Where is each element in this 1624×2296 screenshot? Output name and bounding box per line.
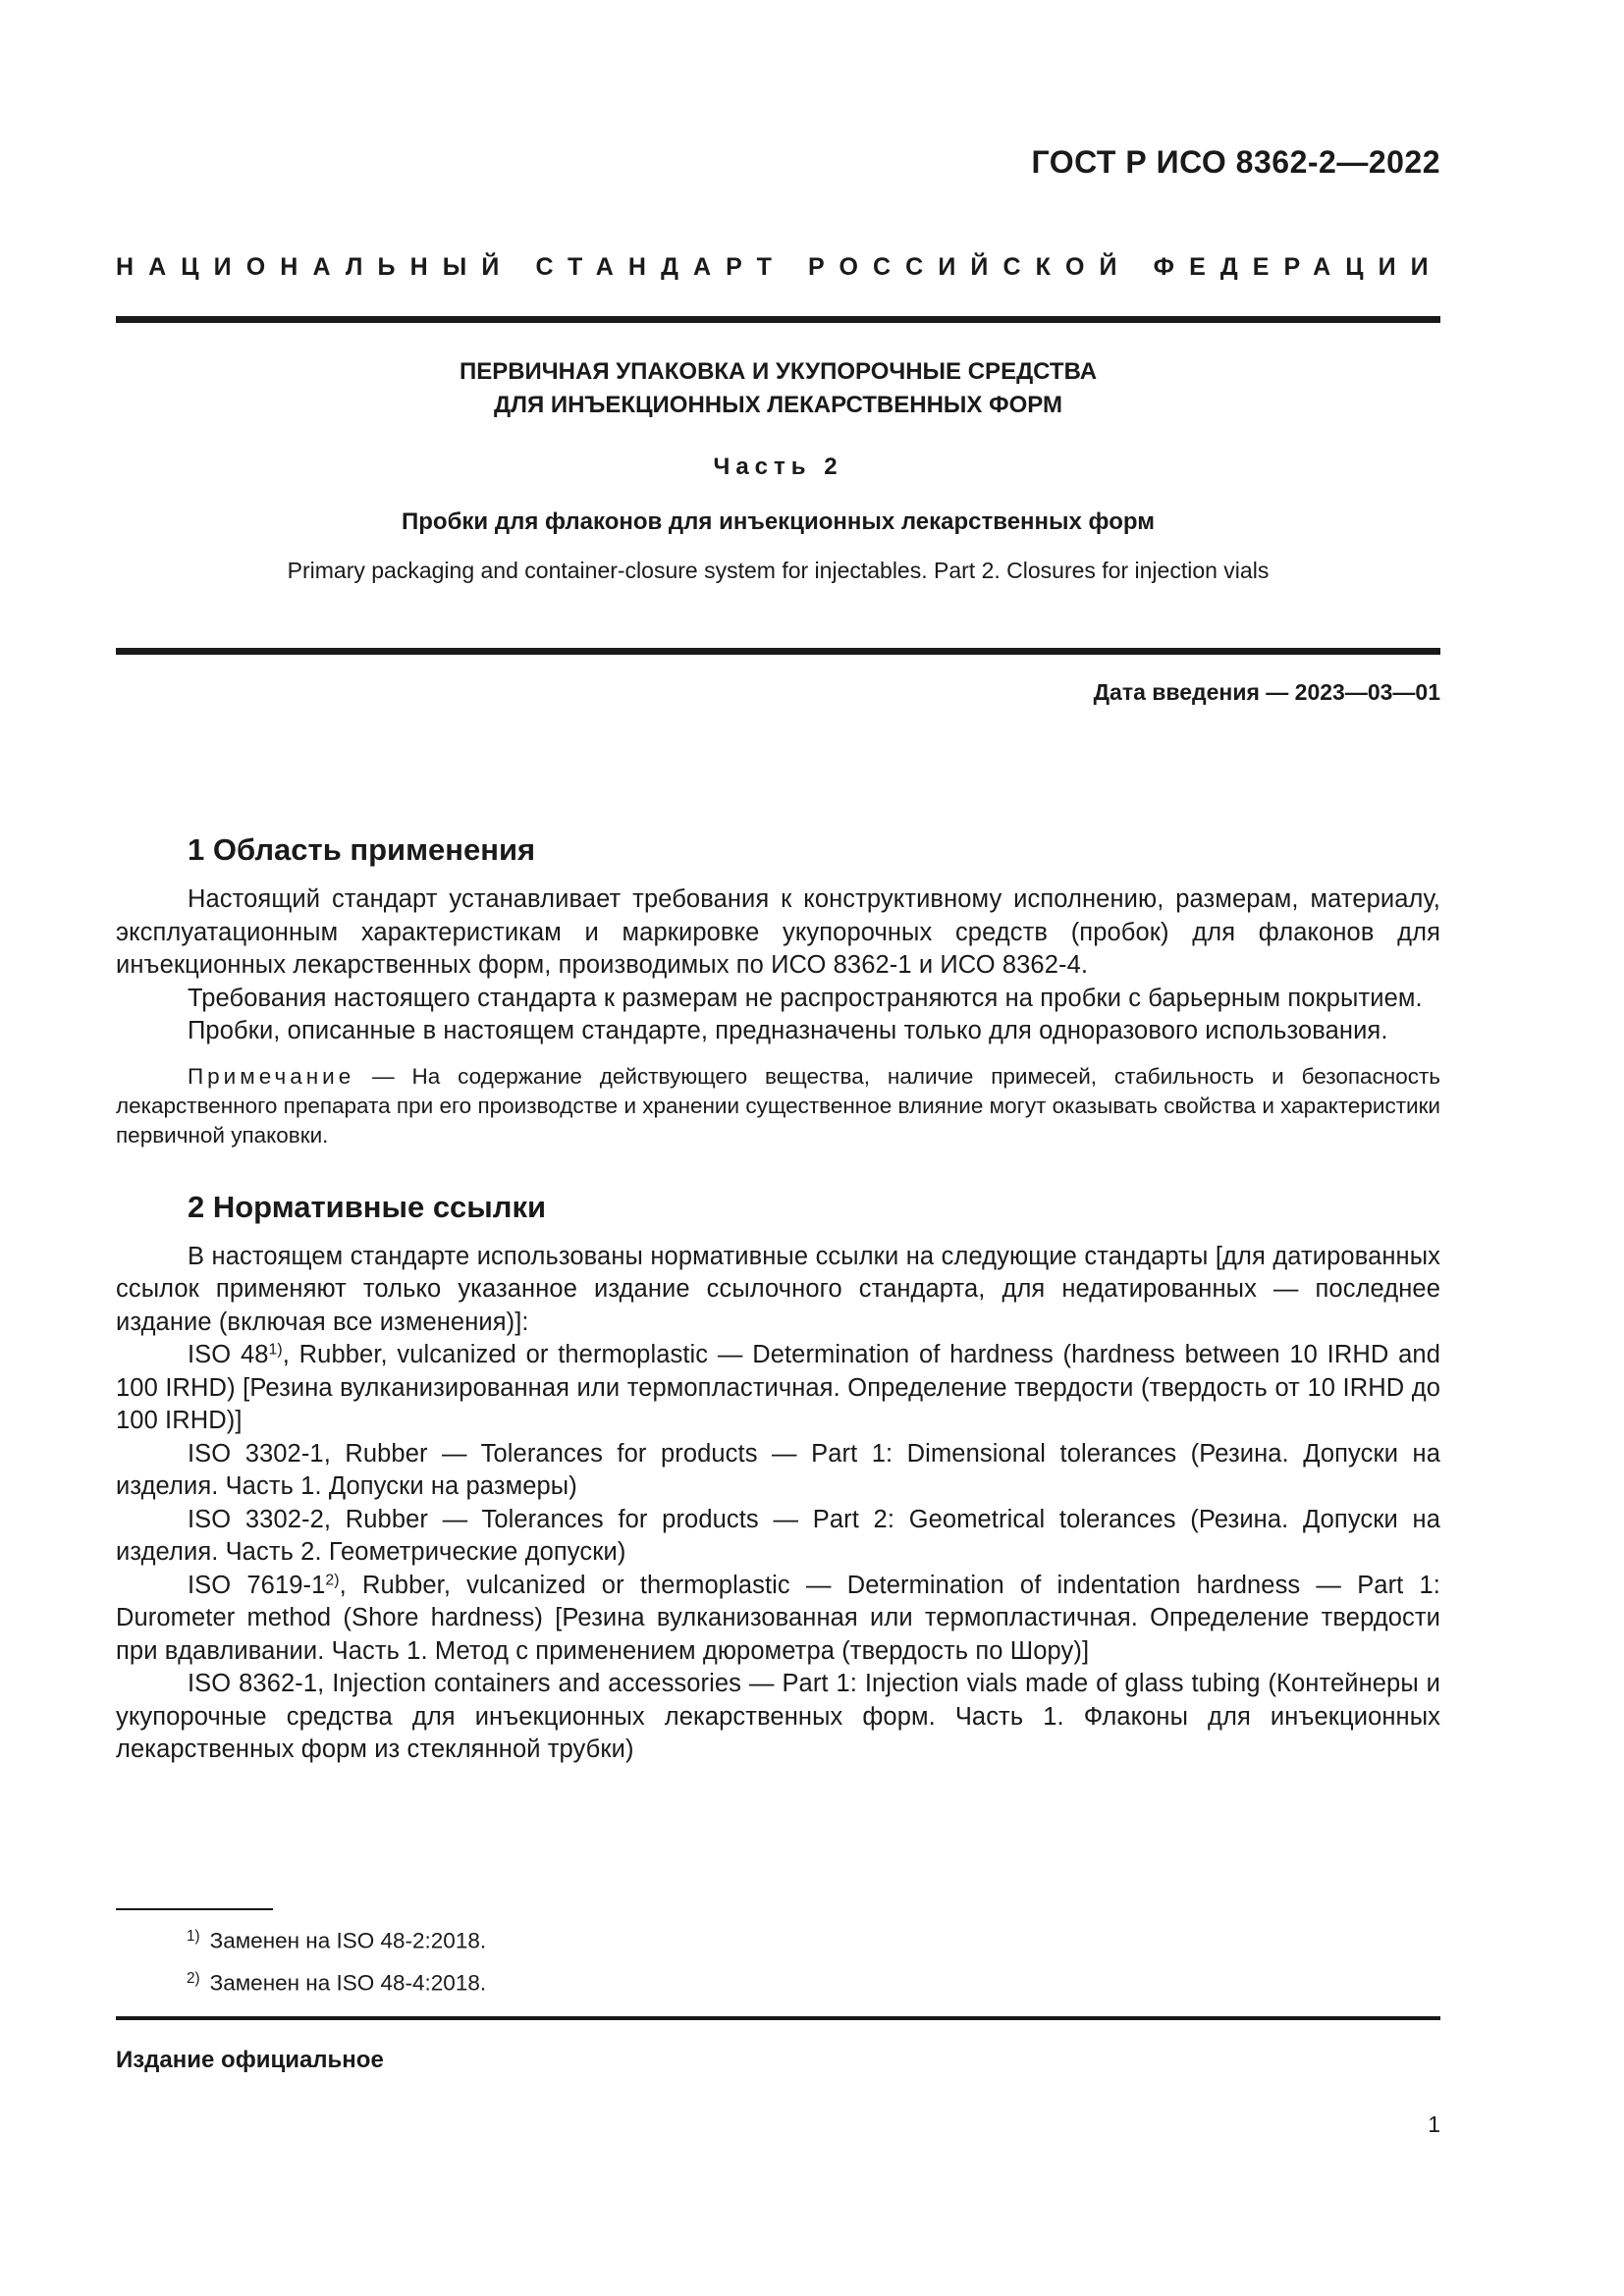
footnote-reference: 1) [268,1341,283,1359]
section-normative-references [116,1188,1440,1767]
footnote-reference: 2) [325,1571,340,1588]
footnote-mark: 2) [187,1969,200,1987]
paragraph: Требования настоящего стандарта к размерам не распространяются на пробки с барьерным покрытием. [188,984,1423,1012]
reference-item [116,1570,1440,1669]
document-number: ГОСТ Р ИСО 8362-2—2022 [1031,144,1440,180]
top-rule [116,316,1440,323]
section-heading: 2 Нормативные ссылки [188,1189,547,1224]
paragraph: Пробки, описанные в настоящем стандарте, предназначены только для одноразового использования. [188,1017,1388,1044]
official-edition-label: Издание официальное [116,2047,384,2073]
footnote [187,1960,486,2002]
footnote-text: Заменен на ISO 48-4:2018. [209,1970,487,1996]
main-title-line-1: ПЕРВИЧНАЯ УПАКОВКА И УКУПОРОЧНЫЕ СРЕДСТВА [459,358,1098,385]
footnote [187,1918,486,1960]
part-label: Часть 2 [713,454,843,480]
reference-item [116,1339,1440,1438]
reference-item: ISO 3302-2, Rubber — Tolerances for products — Part 2: Geometrical tolerances (Резина. Допуски на изделия. Часть 2. Геометрические допуски) [116,1505,1440,1566]
note-text: — На содержание действующего вещества, наличие примесей, стабильность и безопасность лекарственного препарата при его производстве и хранении существенное влияние могут оказывать свойства и характеристики первичной упаковки. [116,1063,1440,1148]
section-heading: 1 Область применения [188,832,536,867]
paragraph: Настоящий стандарт устанавливает требования к конструктивному исполнению, размерам, материалу, эксплуатационным характеристикам и маркировке укупорочных средств (пробок) для флаконов для инъекционных лекарственных форм, производимых по ИСО 8362-1 и ИСО 8362-4. [116,885,1440,979]
note-label: Примечание [188,1063,355,1089]
reference-text: , Rubber, vulcanized or thermoplastic — Determination of indentation hardness — Part 1: Durometer method (Shore hardness) [Резина вулканизованная или термопластичная. Определение твердости при вдавливании. Часть 1. Метод с применением дюрометра (твердость по Шору)] [116,1571,1440,1665]
paragraph: В настоящем стандарте использованы нормативные ссылки на следующие стандарты [для датированных ссылок применяют только указанное издание ссылочного стандарта, для недатированных — последнее издание (включая все изменения)]: [116,1242,1440,1336]
national-standard-banner: НАЦИОНАЛЬНЫЙ СТАНДАРТ РОССИЙСКОЙ ФЕДЕРАЦИИ [116,253,1443,281]
reference-code: ISO 48 [188,1341,269,1368]
section-scope [116,830,1440,1150]
page-number: 1 [1428,2111,1440,2137]
footnote-separator [116,1908,273,1910]
part-title: Пробки для флаконов для инъекционных лекарственных форм [402,508,1155,535]
reference-item: ISO 8362-1, Injection containers and accessories — Part 1: Injection vials made of glass tubing (Контейнеры и укупорочные средства для инъекционных лекарственных форм. Часть 1. Флаконы для инъекционных лекарственных форм из стеклянной трубки) [116,1670,1440,1763]
footnote-mark: 1) [187,1928,200,1945]
footnote-text: Заменен на ISO 48-2:2018. [209,1928,487,1953]
document-body [116,830,1440,1767]
title-block [116,355,1440,584]
footer-rule [116,2016,1440,2020]
note [116,1062,1440,1150]
reference-code: ISO 7619-1 [188,1571,326,1599]
footnotes [187,1918,486,2002]
introduction-date: Дата введения — 2023—03—01 [1093,679,1440,705]
main-title [116,355,1440,422]
main-title-line-2: ДЛЯ ИНЪЕКЦИОННЫХ ЛЕКАРСТВЕННЫХ ФОРМ [494,392,1062,418]
reference-text: , Rubber, vulcanized or thermoplastic — Determination of hardness (hardness between 10 IRHD and 100 IRHD) [Резина вулканизированная или термопластичная. Определение твердости (твердость от 10 IRHD до 100 IRHD)] [116,1341,1440,1434]
title-rule [116,648,1440,655]
reference-item: ISO 3302-1, Rubber — Tolerances for products — Part 1: Dimensional tolerances (Резина. Допуски на изделия. Часть 1. Допуски на размеры) [116,1439,1440,1500]
english-title: Primary packaging and container-closure system for injectables. Part 2. Closures for injection vials [287,558,1270,583]
